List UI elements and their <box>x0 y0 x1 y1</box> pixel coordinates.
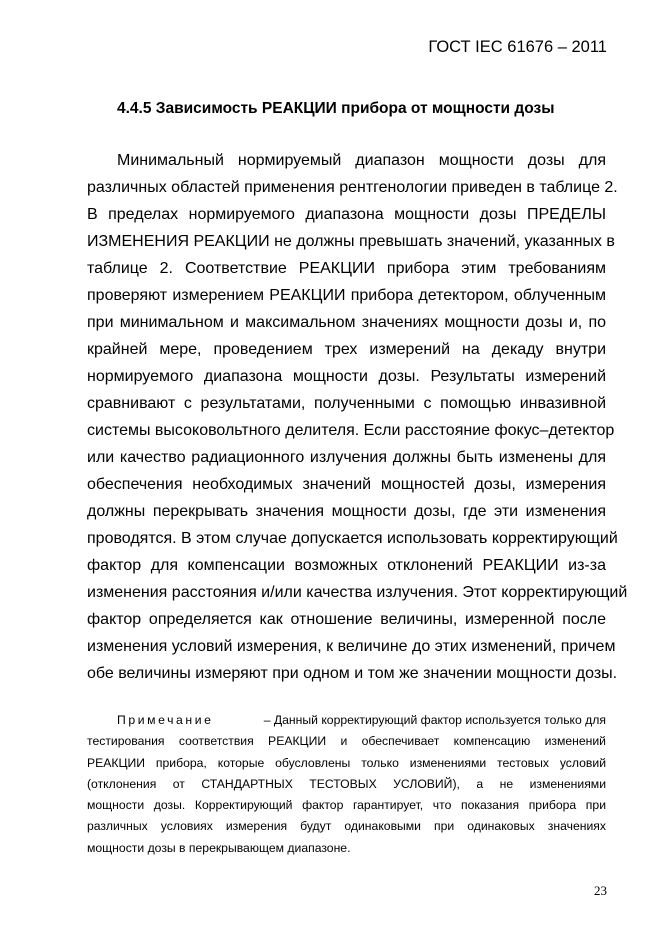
body-text <box>87 150 628 690</box>
note-label: Примечание <box>117 713 214 727</box>
note-line: РЕАКЦИИ прибора, которые обусловлены только изменениями тестовых условий <box>87 755 606 770</box>
body-line: ИЗМЕНЕНИЯ РЕАКЦИИ не должны превышать значений, указанных в <box>87 233 615 250</box>
body-line: В пределах нормируемого диапазона мощности дозы ПРЕДЕЛЫ <box>87 206 606 223</box>
body-line: проводятся. В этом случае допускается использовать корректирующий <box>87 530 618 547</box>
document-header: ГОСТ IEC 61676 – 2011 <box>428 38 607 56</box>
note-line: тестирования соответствия РЕАКЦИИ и обеспечивает компенсацию изменений <box>87 734 606 749</box>
body-line: обе величины измеряют при одном и том же значении мощности дозы. <box>87 665 618 682</box>
body-line: проверяют измерением РЕАКЦИИ прибора детектором, облученным <box>87 287 606 304</box>
body-line: крайней мере, проведением трех измерений на декаду внутри <box>87 341 606 358</box>
note-line-text: – Данный корректирующий фактор используется только для <box>260 713 606 727</box>
body-line: сравнивают с результатами, полученными с помощью инвазивной <box>87 395 606 412</box>
body-line: или качество радиационного излучения должны быть изменены для <box>87 449 606 466</box>
note-line: (отклонения от СТАНДАРТНЫХ ТЕСТОВЫХ УСЛОВИЙ), а не изменениями <box>87 776 606 791</box>
note-line <box>87 711 606 732</box>
note-line: различных условиях измерения будут одинаковыми при одинаковых значениях <box>87 819 606 834</box>
body-line: системы высоковольтного делителя. Если расстояние фокус–детектор <box>87 422 615 439</box>
section-title: 4.4.5 Зависимость РЕАКЦИИ прибора от мощности дозы <box>117 100 555 117</box>
body-line: нормируемого диапазона мощности дозы. Результаты измерений <box>87 368 606 385</box>
note-line: мощности дозы. Корректирующий фактор гарантирует, что показания прибора при <box>87 798 606 813</box>
body-line: изменения условий измерения, к величине до этих изменений, причем <box>87 638 616 655</box>
body-line: изменения расстояния и/или качества излучения. Этот корректирующий <box>87 584 628 601</box>
page-number: 23 <box>594 883 607 898</box>
body-line: должны перекрывать значения мощности дозы, где эти изменения <box>87 503 606 520</box>
body-line: различных областей применения рентгенологии приведен в таблице 2. <box>87 179 618 196</box>
note-text <box>87 711 606 860</box>
body-line: фактор для компенсации возможных отклонений РЕАКЦИИ из-за <box>87 557 606 574</box>
note-line: мощности дозы в перекрывающем диапазоне. <box>87 840 351 855</box>
body-line: при минимальном и максимальном значениях мощности дозы и, по <box>87 314 606 331</box>
body-line: Минимальный нормируемый диапазон мощности дозы для <box>117 152 606 169</box>
body-line: фактор определяется как отношение величины, измеренной после <box>87 611 606 628</box>
body-line: обеспечения необходимых значений мощностей дозы, измерения <box>87 476 606 493</box>
body-line: таблице 2. Соответствие РЕАКЦИИ прибора этим требованиям <box>87 260 606 277</box>
